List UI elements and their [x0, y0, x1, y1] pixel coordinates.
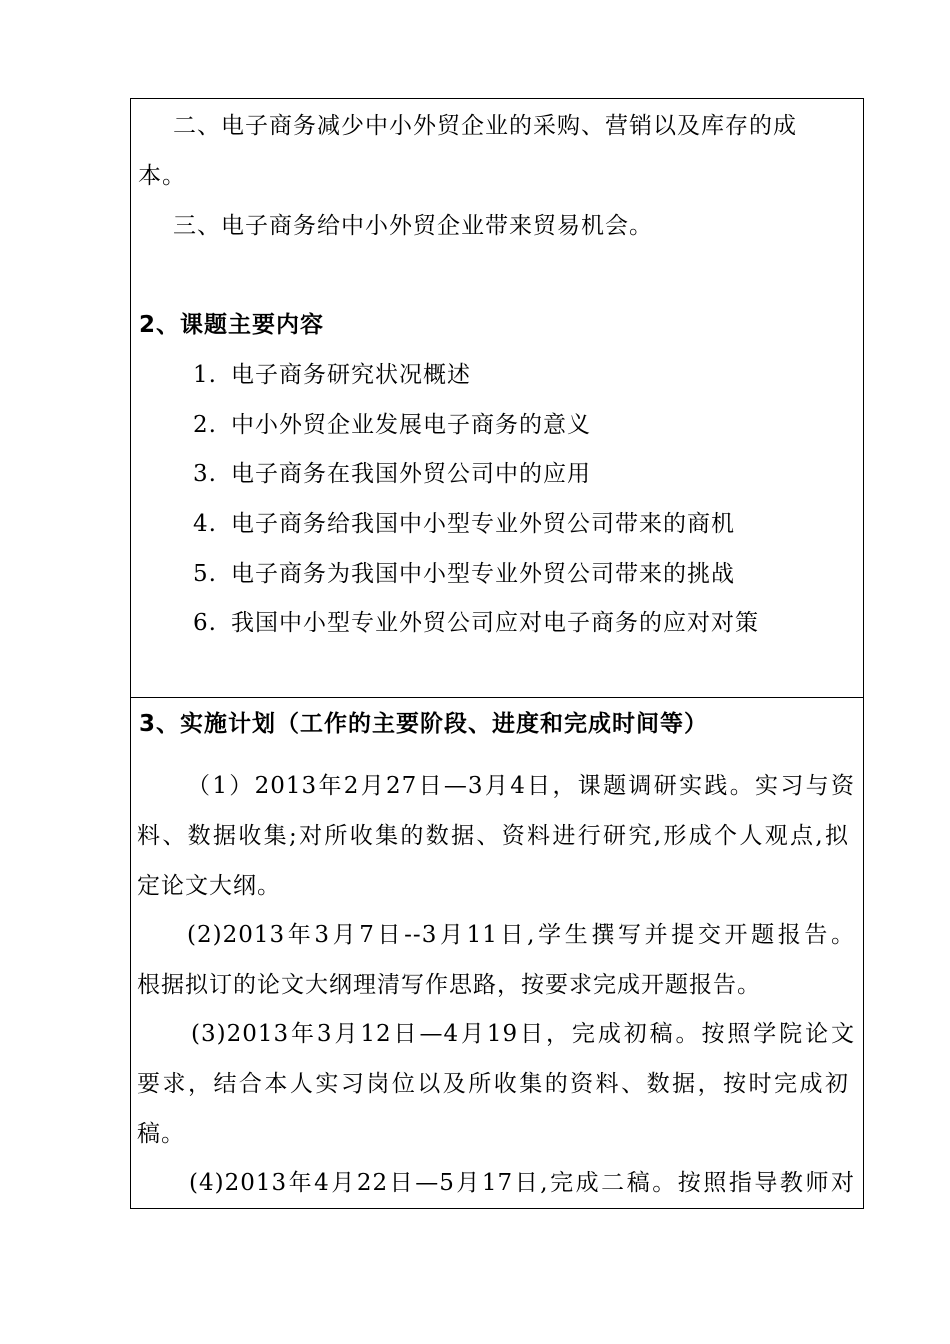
list-item-number: 6. — [193, 610, 217, 636]
plan-3-line-1: (3)2013年3月12日—4月19日，完成初稿。按照学院论文 — [191, 1021, 855, 1047]
content-cell — [131, 99, 864, 698]
list-item — [193, 510, 735, 538]
point-2-line-1: 二、电子商务减少中小外贸企业的采购、营销以及库存的成 — [173, 113, 797, 139]
plan-3-line-3: 稿。 — [137, 1121, 185, 1147]
list-item-number: 4. — [193, 511, 217, 537]
list-item-number: 5. — [193, 561, 217, 587]
proposal-table — [130, 98, 864, 1209]
plan-4-line-1: (4)2013年4月22日—5月17日,完成二稿。按照指导教师对 — [189, 1170, 855, 1196]
plan-cell — [131, 698, 864, 1209]
list-item-text: 电子商务给我国中小型专业外贸公司带来的商机 — [231, 511, 735, 537]
list-item-text: 电子商务为我国中小型专业外贸公司带来的挑战 — [231, 561, 735, 587]
point-2-line-2: 本。 — [138, 163, 186, 189]
plan-2-line-2: 根据拟订的论文大纲理清写作思路，按要求完成开题报告。 — [137, 972, 761, 998]
list-item-text: 我国中小型专业外贸公司应对电子商务的应对对策 — [231, 610, 759, 636]
list-item — [193, 411, 591, 439]
list-item-number: 3. — [193, 461, 217, 487]
list-item-text: 中小外贸企业发展电子商务的意义 — [231, 412, 591, 438]
section-3-heading: 3、实施计划（工作的主要阶段、进度和完成时间等） — [139, 711, 709, 737]
list-item-text: 电子商务研究状况概述 — [231, 362, 471, 388]
point-3: 三、电子商务给中小外贸企业带来贸易机会。 — [173, 213, 653, 239]
list-item-number: 2. — [193, 412, 217, 438]
list-item-number: 1. — [193, 362, 217, 388]
plan-1-line-1: （1）2013年2月27日—3月4日，课题调研实践。实习与资 — [187, 773, 855, 799]
list-item-text: 电子商务在我国外贸公司中的应用 — [231, 461, 591, 487]
plan-2-line-1: (2)2013年3月7日--3月11日,学生撰写并提交开题报告。 — [187, 922, 855, 948]
list-item — [193, 560, 735, 588]
section-2-heading: 2、课题主要内容 — [139, 312, 325, 338]
list-item — [193, 460, 591, 488]
plan-1-line-2: 料、数据收集;对所收集的数据、资料进行研究,形成个人观点,拟 — [137, 823, 849, 849]
plan-3-line-2: 要求，结合本人实习岗位以及所收集的资料、数据，按时完成初 — [137, 1071, 849, 1097]
list-item — [193, 609, 759, 637]
list-item — [193, 361, 471, 389]
plan-1-line-3: 定论文大纲。 — [137, 873, 281, 899]
